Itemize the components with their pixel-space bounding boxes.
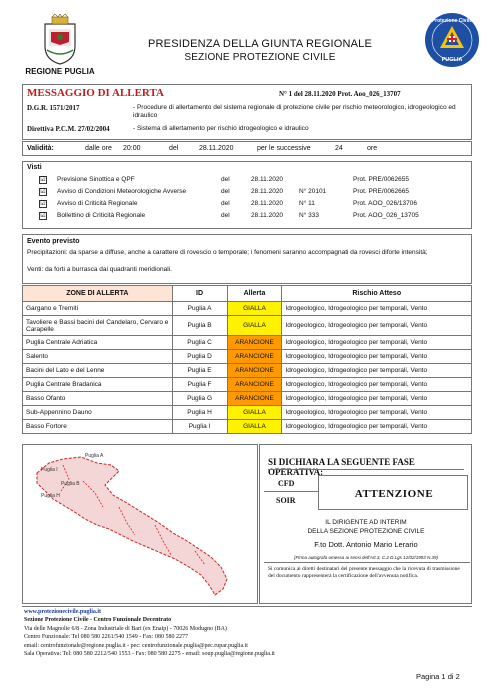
zone-risk: Idrogeologico, Idrogeologico per temporali, Vento [282, 350, 472, 364]
visti-label: Avviso di Criticità Regionale [57, 200, 138, 207]
soir-label: SOIR [276, 496, 296, 505]
visti-label: Avviso di Condizioni Meteorologiche Avverse [57, 188, 187, 195]
map-region-shape [37, 457, 227, 595]
zone-name: Salento [23, 350, 173, 364]
visti-row [23, 175, 473, 186]
zone-alert: ARANCIONE [227, 378, 282, 392]
puglia-map [22, 444, 258, 604]
zone-alert: ARANCIONE [227, 350, 282, 364]
zone-risk: Idrogeologico, Idrogeologico per temporali, Vento [282, 336, 472, 350]
zone-id: Puglia A [172, 302, 227, 316]
document-footer [22, 606, 472, 662]
zone-id: Puglia C [172, 336, 227, 350]
footer-website-link[interactable]: www.protezionecivile.puglia.it [24, 609, 102, 615]
zone-risk: Idrogeologico, Idrogeologico per temporali, Vento [282, 420, 472, 434]
page-number: Pagina 1 di 2 [416, 672, 460, 681]
signature-role: IL DIRIGENTE AD INTERIM [325, 519, 407, 526]
visti-date: 28.11.2020 [251, 176, 284, 183]
visti-date: 28.11.2020 [251, 188, 284, 195]
zone-risk: Idrogeologico, Idrogeologico per temporali, Vento [282, 406, 472, 420]
table-row [23, 364, 472, 378]
fase-operativa-box [259, 444, 472, 604]
message-block [22, 84, 472, 140]
zone-id: Puglia E [172, 364, 227, 378]
puglia-map-graphic [23, 445, 259, 605]
visti-number: N° 11 [299, 200, 315, 207]
zone-id: Puglia I [172, 420, 227, 434]
validity-hours: 24 [335, 145, 343, 152]
zone-name: Bacini del Lato e del Lenne [23, 364, 173, 378]
validity-del-label: del [169, 145, 179, 152]
visti-section [22, 161, 472, 229]
header-zone: ZONE DI ALLERTA [23, 286, 173, 302]
visti-prot: Prot. PRE/0062665 [353, 188, 410, 195]
zone-id: Puglia D [172, 350, 227, 364]
zone-alert: GIALLA [227, 316, 282, 336]
presidency-title: PRESIDENZA DELLA GIUNTA REGIONALE [147, 38, 373, 50]
directive-label: Direttiva P.C.M. 27/02/2004 [27, 125, 110, 133]
pc-logo-text: Protezione Civile [431, 18, 473, 24]
zone-id: Puglia G [172, 392, 227, 406]
zone-alert: ARANCIONE [227, 392, 282, 406]
validity-ore-label: ore [367, 145, 378, 152]
visti-date: 28.11.2020 [251, 212, 284, 219]
visti-del: del [221, 176, 230, 183]
divider [264, 491, 318, 492]
validity-time: 20:00 [123, 145, 141, 152]
table-row [23, 302, 472, 316]
region-coat-of-arms-icon [30, 14, 90, 66]
map-label-h: Puglia H [41, 493, 60, 499]
table-row [23, 420, 472, 434]
evento-precipitation: Precipitazioni: da sparse a diffuse, anche a carattere di rovescio o temporale; i fenomeni saranno accompagnati da rovesci diforte intensità; [27, 249, 428, 256]
zone-alert: ARANCIONE [227, 336, 282, 350]
zone-risk: Idrogeologico, Idrogeologico per temporali, Vento [282, 378, 472, 392]
zone-alert: GIALLA [227, 406, 282, 420]
header-id: ID [172, 286, 227, 302]
attenzione-box [318, 475, 468, 510]
validity-row [22, 141, 472, 156]
signature-section: DELLA SEZIONE PROTEZIONE CIVILE [307, 528, 425, 535]
zone-risk: Idrogeologico, Idrogeologico per temporali, Vento [282, 364, 472, 378]
directive-description: - Sistema di allertamento per rischio idrogeologico e idraulico [133, 125, 309, 132]
checkbox-checked-icon: ☑ [40, 213, 46, 219]
visti-prot: Prot. AOO_026_13705 [353, 212, 419, 219]
validity-date: 28.11.2020 [199, 145, 234, 152]
zone-name: Basso Ofanto [23, 392, 173, 406]
table-row [23, 316, 472, 336]
signature-name: F.to Dott. Antonio Mario Lerario [314, 540, 418, 549]
zone-id: Puglia B [172, 316, 227, 336]
checkbox-checked-icon: ☑ [40, 177, 46, 183]
footer-email: email: centrofunzionale@regione.puglia.it - pec: centrofunzionale.puglia@pec.rupar.puglia.it [24, 643, 248, 649]
cfd-label: CFD [278, 479, 295, 488]
visti-row [23, 199, 473, 210]
divider [268, 469, 464, 470]
visti-del: del [221, 212, 230, 219]
visti-label: Bollettino di Criticità Regionale [57, 212, 146, 219]
table-row [23, 336, 472, 350]
checkbox-checked-icon: ☑ [40, 201, 46, 207]
pc-logo-sub: PUGLIA [441, 57, 463, 63]
fase-title: SI DICHIARA LA SEGUENTE FASE OPERATIVA: [268, 457, 415, 477]
visti-prot: Prot. AOO_026/13706 [353, 200, 417, 207]
checkbox-checked-icon: ☑ [40, 189, 46, 195]
validity-next-label: per le successive [257, 145, 311, 152]
zone-alert: ARANCIONE [227, 364, 282, 378]
evento-wind: Venti: da forti a burrasca dai quadranti meridionali. [27, 266, 172, 273]
footer-sala-operativa: Sala Operativa: Tel: 080 580 2212/540 1553 - Fax: 080 580 2275 - email: soup.puglia@regione.puglia.it [24, 651, 275, 657]
zone-name: Puglia Centrale Adriatica [23, 336, 173, 350]
zone-name: Basso Fortore [23, 420, 173, 434]
visti-number: N° 20101 [299, 188, 327, 195]
header-alert: Allerta [227, 286, 282, 302]
map-label-i: Puglia I [41, 467, 58, 473]
zone-alert: GIALLA [227, 420, 282, 434]
zone-risk: Idrogeologico, Idrogeologico per temporali, Vento [282, 302, 472, 316]
visti-title: Visti [27, 164, 42, 171]
message-title: MESSAGGIO DI ALLERTA [27, 87, 164, 99]
table-header-row [23, 286, 472, 302]
map-label-a: Puglia A [85, 453, 104, 459]
section-title: SEZIONE PROTEZIONE CIVILE [184, 52, 336, 63]
header-risk: Rischio Atteso [282, 286, 472, 302]
divider [264, 562, 470, 563]
visti-prot: Prot. PRE/0062655 [353, 176, 410, 183]
message-reference: N° 1 del 28.11.2020 Prot. Aoo_026_13707 [279, 90, 401, 98]
zone-alert: GIALLA [227, 302, 282, 316]
visti-label: Previsione Sinottica e QPF [57, 176, 135, 183]
zone-risk: Idrogeologico, Idrogeologico per temporali, Vento [282, 316, 472, 336]
dgr-label: D.G.R. 1571/2017 [27, 104, 80, 112]
table-row [23, 406, 472, 420]
footer-address: Via delle Magnolie 6/8 - Zona Industriale di Bari (ex Enaip) - 70026 Modugno (BA) [24, 626, 227, 632]
evento-section [22, 234, 472, 284]
visti-date: 28.11.2020 [251, 200, 284, 207]
table-row [23, 378, 472, 392]
document-header [0, 0, 490, 82]
zone-id: Puglia F [172, 378, 227, 392]
zone-risk: Idrogeologico, Idrogeologico per temporali, Vento [282, 392, 472, 406]
visti-del: del [221, 188, 230, 195]
visti-del: del [221, 200, 230, 207]
zone-name: Sub-Appennino Dauno [23, 406, 173, 420]
validity-from-label: dalle ore [85, 145, 112, 152]
attenzione-label: ATTENZIONE [354, 488, 434, 500]
region-name: REGIONE PUGLIA [25, 67, 95, 76]
evento-title: Evento previsto [27, 238, 80, 245]
visti-number: N° 333 [299, 212, 319, 219]
visti-row [23, 211, 473, 222]
protezione-civile-logo-icon [424, 12, 480, 68]
footer-telephone: Centro Funzionale: Tel 080 580 2261/540 1549 - Fax: 080 580 2277 [24, 634, 188, 640]
signature-note: (Firma autografa omessa ai sensi dell'Art.3, C.2 D.Lgs 12/02/1993 N.39) [294, 555, 438, 560]
table-row [23, 392, 472, 406]
alert-zones-table [22, 285, 472, 434]
zone-id: Puglia H [172, 406, 227, 420]
footer-section: Sezione Protezione Civile - Centro Funzionale Decentrato [24, 617, 172, 623]
zone-name: Gargano e Tremiti [23, 302, 173, 316]
visti-row [23, 187, 473, 198]
validity-label: Validità: [27, 145, 54, 152]
dgr-description: - Procedure di allertamento del sistema regionale di protezione civile per rischio meteorologico, idrogeologico ed idraulico [133, 104, 456, 119]
zone-name: Puglia Centrale Bradanica [23, 378, 173, 392]
zone-name: Tavoliere e Bassi bacini del Candelaro, Cervaro e Carapelle [23, 316, 173, 336]
map-label-b: Puglia B [61, 481, 80, 487]
table-row [23, 350, 472, 364]
notification-notice: Si comunica ai diretti destinatari del presente messaggio che la ricevuta di trasmissione del documento rappresenterà la certificazione dell'avvenuta notifica. [268, 566, 460, 579]
